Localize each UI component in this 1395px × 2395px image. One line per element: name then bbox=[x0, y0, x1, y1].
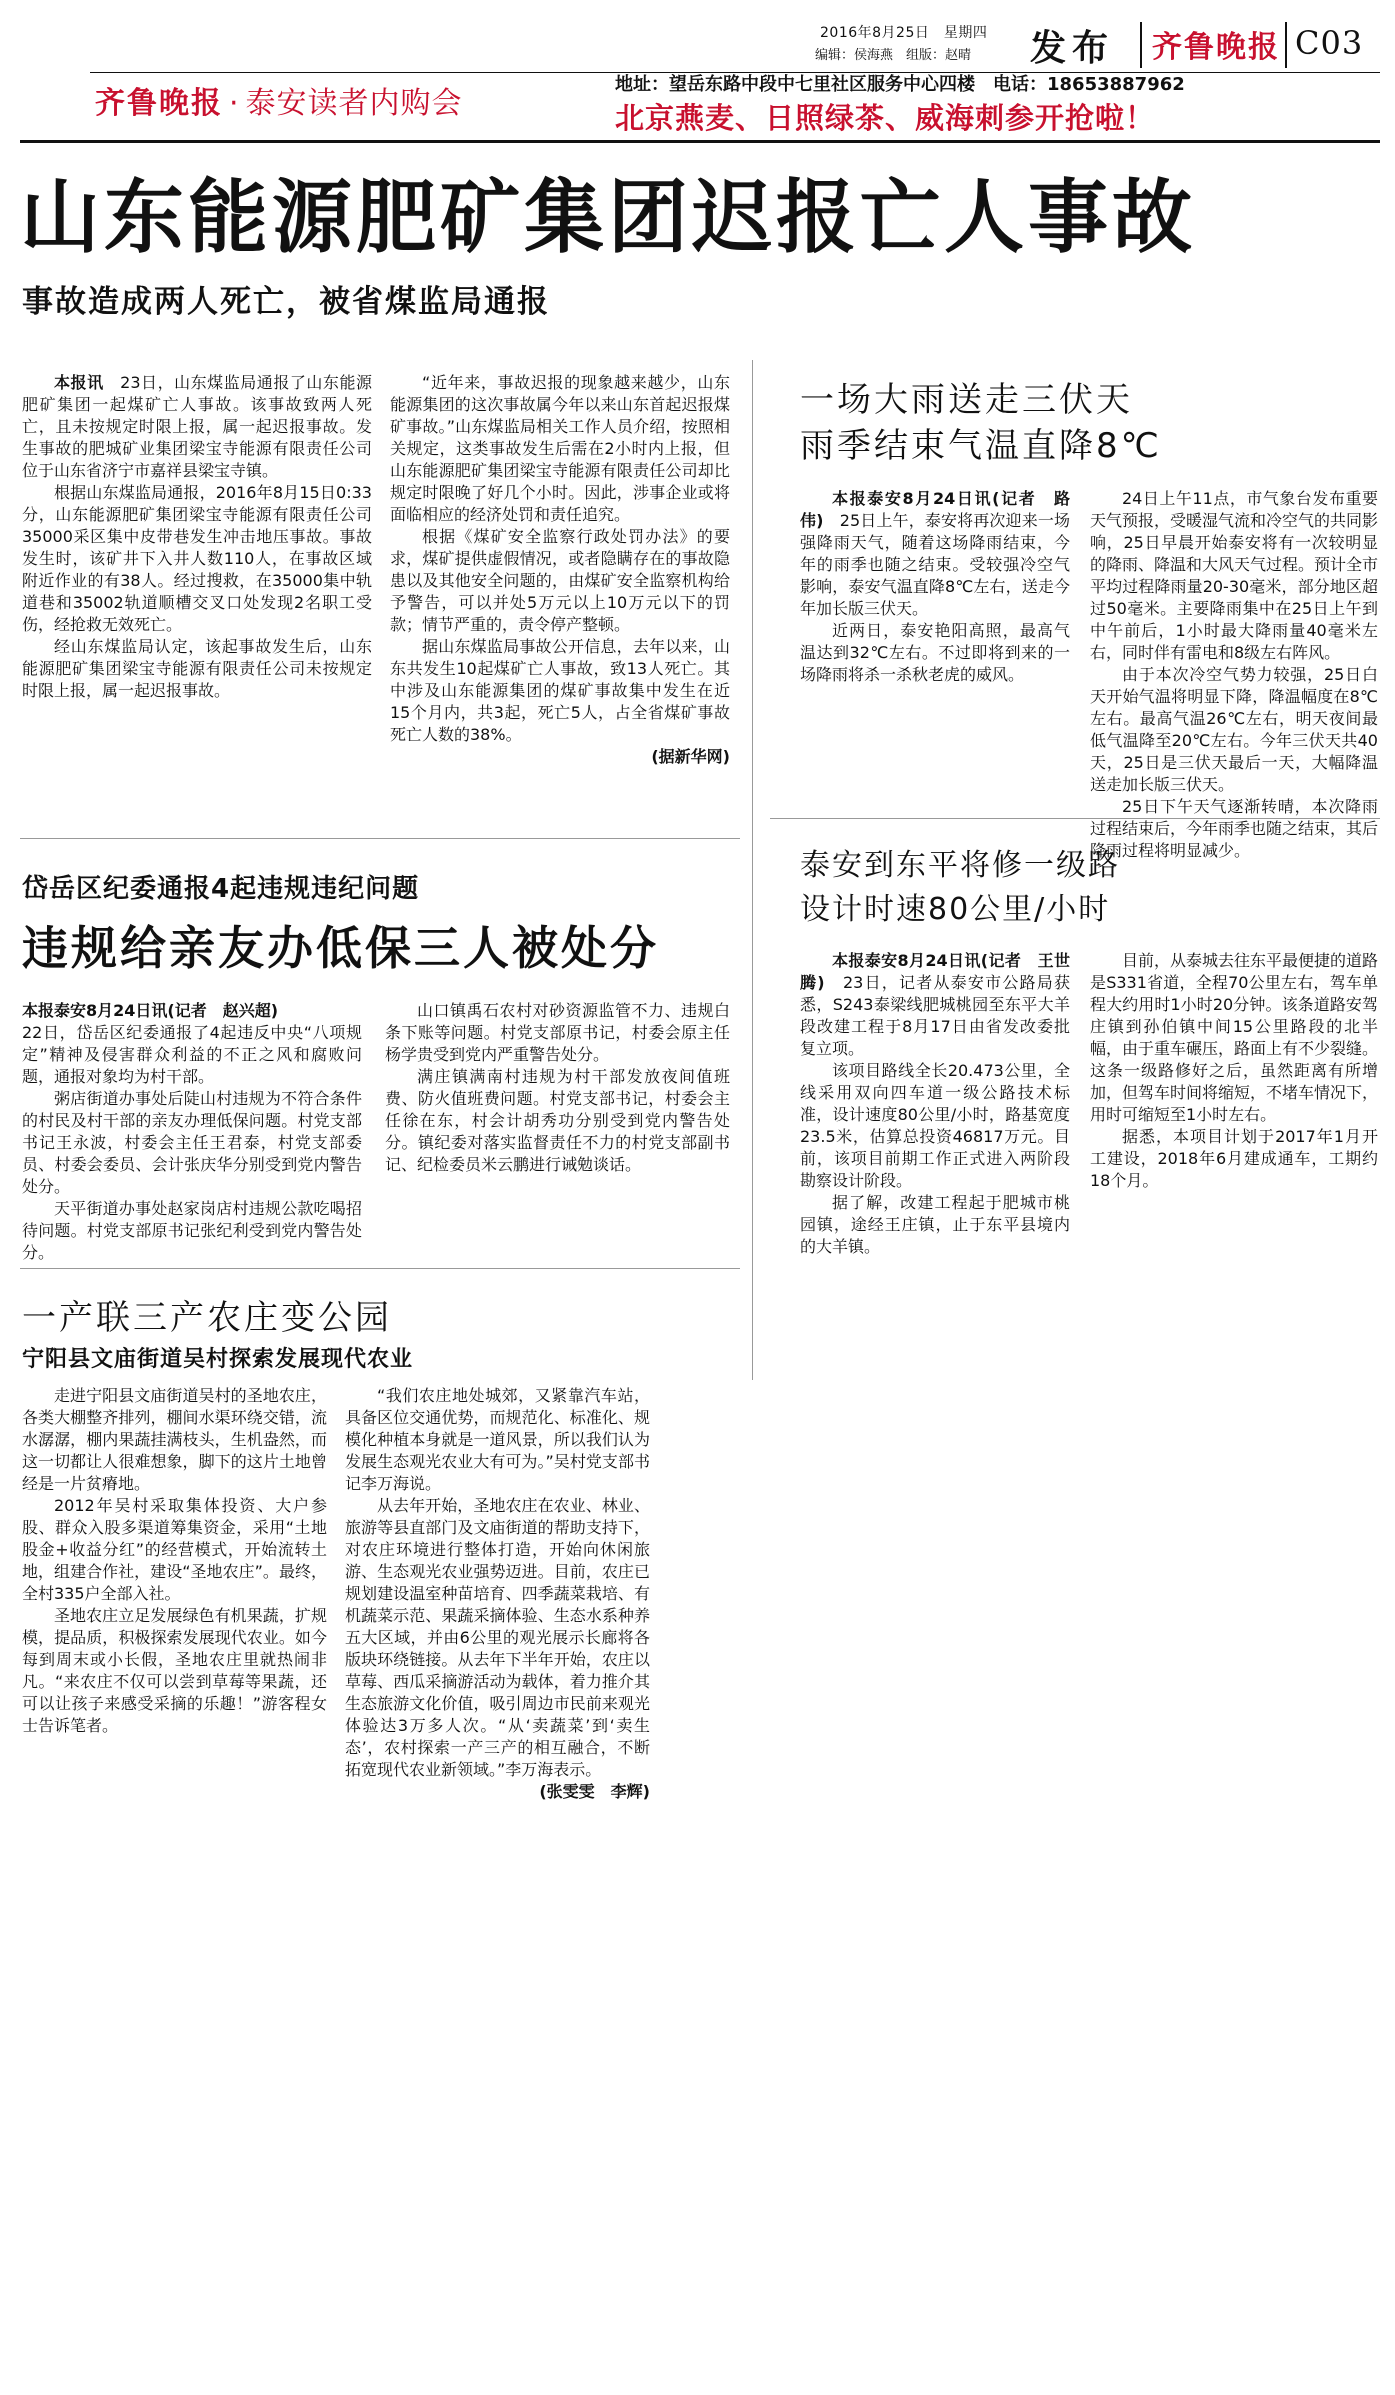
main-paragraph: 根据山东煤监局通报，2016年8月15日0:33分，山东能源肥矿集团梁宝寺能源有限责任公司35000采区集中皮带巷发生冲击地压事故。事故发生时，该矿井下入井人数110人，在事故区域附近作业的有38人。经过搜救，在35000集中轨道巷和35002轨道顺槽交叉口处发现2名职工受伤，经抢救无效死亡。 bbox=[22, 483, 372, 634]
rain-title-2: 雨季结束气温直降8℃ bbox=[800, 426, 1162, 466]
discipline-paragraph bbox=[22, 1000, 362, 1022]
farm-paragraph: “我们农庄地处城郊，又紧靠汽车站，具备区位交通优势，而规范化、标准化、规模化种植本身就是一道风景，所以我们认为发展生态观光农业大有可为。”吴村党支部书记李万海说。 bbox=[345, 1386, 650, 1493]
rain-paragraph: 25日下午天气逐渐转晴，本次降雨过程结束后，今年雨季也随之结束，其后降雨过程将明显减少。 bbox=[1090, 797, 1379, 860]
banner-title: 泰安读者内购会 bbox=[245, 86, 463, 121]
main-headline: 山东能源肥矿集团迟报亡人事故 bbox=[20, 171, 1196, 264]
farm-paragraph: 走进宁阳县文庙街道吴村的圣地农庄，各类大棚整齐排列，棚间水渠环绕交错，流水潺潺，棚内果蔬挂满枝头，生机盎然，而这一切都让人很难想象，脚下的这片土地曾经是一片贫瘠地。 bbox=[22, 1386, 327, 1493]
main-subhead: 事故造成两人死亡，被省煤监局通报 bbox=[22, 284, 550, 320]
discipline-paragraph: 22日，岱岳区纪委通报了4起违反中央“八项规定”精神及侵害群众利益的不正之风和腐败问题，通报对象均为村干部。 bbox=[22, 1023, 362, 1086]
page-number: C03 bbox=[1295, 24, 1364, 62]
road-paragraph: 目前，从泰城去往东平最便捷的道路是S331省道，全程70公里左右，驾车单程大约用时1小时20分钟。该条道路安驾庄镇到孙伯镇中间15公里路段的北半幅，由于重车碾压，路面上有不少裂缝。这条一级路修好之后，虽然距离有所增加，但驾车时间将缩短，不堵车情况下，用时可缩短至1小时左右。 bbox=[1090, 951, 1379, 1124]
rain-paragraph: 24日上午11点，市气象台发布重要天气预报，受暖湿气流和冷空气的共同影响，25日早晨开始泰安将有一次较明显的降雨、降温和大风天气过程。预计全市平均过程降雨量20-30毫米，部分地区超过50毫米。主要降雨集中在25日上午到中午前后，1小时最大降雨量40毫米左右，同时伴有雷电和8级左右阵风。 bbox=[1090, 489, 1379, 662]
main-credit: (据新华网) bbox=[651, 747, 730, 766]
masthead-divider bbox=[1285, 22, 1287, 68]
rain-title-1: 一场大雨送走三伏天 bbox=[800, 380, 1133, 420]
editor-credits: 编辑：侯海燕 组版：赵晴 bbox=[815, 48, 972, 63]
column-separator bbox=[752, 360, 753, 1380]
farm-paragraph: 2012年吴村采取集体投资、大户参股、群众入股多渠道筹集资金，采用“土地股金+收益分红”的经营模式，开始流转土地，组建合作社，建设“圣地农庄”。最终，全村335户全部入社。 bbox=[22, 1496, 327, 1603]
section-title: 发布 bbox=[1030, 28, 1115, 69]
banner-dot: · bbox=[229, 86, 240, 121]
road-paragraph: 据悉，本项目计划于2017年1月开工建设，2018年6月建成通车，工期约18个月。 bbox=[1090, 1127, 1378, 1190]
rain-story-col2 bbox=[1090, 488, 1378, 862]
main-paragraph: 据山东煤监局事故公开信息，去年以来，山东共发生10起煤矿亡人事故，致13人死亡。其中涉及山东能源集团的煤矿事故集中发生在近15个月内，共3起，死亡5人，占全省煤矿事故死亡人数的38%。 bbox=[390, 637, 730, 744]
banner-bottom-rule bbox=[20, 140, 1380, 143]
farm-paragraph: 从去年开始，圣地农庄在农业、林业、旅游等县直部门及文庙街道的帮助支持下，对农庄环境进行整体打造，开始向休闲旅游、生态观光农业强势迈进。目前，农庄已规划建设温室种苗培育、四季蔬菜栽培、有机蔬菜示范、果蔬采摘体验、生态水系种养五大区域，并由6公里的观光展示长廊将各版块环绕链接。从去年下半年开始，农庄以草莓、西瓜采摘游活动为载体，着力推介其生态旅游文化价值，吸引周边市民前来观光体验达3万多人次。“从‘卖蔬菜’到‘卖生态’，农村探索一产三产的相互融合，不断拓宽现代农业新领域。”李万海表示。 bbox=[345, 1496, 650, 1779]
banner-logo-block bbox=[95, 78, 463, 122]
rain-lead: 本报泰安8月24日讯(记者 路伟) bbox=[800, 489, 1070, 530]
main-story-col2 bbox=[390, 372, 730, 768]
farm-paragraph: 圣地农庄立足发展绿色有机果蔬，扩规模，提品质，积极探索发展现代农业。如今每到周末或小长假，圣地农庄里就热闹非凡。“来农庄不仅可以尝到草莓等果蔬，还可以让孩子来感受采摘的乐趣！”游客程女士告诉笔者。 bbox=[22, 1606, 327, 1735]
road-col2 bbox=[1090, 950, 1378, 1192]
banner-logo: 齐鲁晚报 bbox=[95, 86, 223, 121]
rain-paragraph: 近两日，泰安艳阳高照，最高气温达到32℃左右。不过即将到来的一场降雨将杀一杀秋老虎的威风。 bbox=[800, 621, 1070, 684]
farm-top-rule bbox=[20, 1268, 740, 1269]
main-story-col1 bbox=[22, 372, 372, 702]
main-paragraph: “近年来，事故迟报的现象越来越少，山东能源集团的这次事故属今年以来山东首起迟报煤矿事故。”山东煤监局相关工作人员介绍，按照相关规定，这类事故发生后需在2小时内上报，但山东能源肥矿集团梁宝寺能源有限责任公司却比规定时限晚了好几个小时。因此，涉事企业或将面临相应的经济处罚和责任追究。 bbox=[390, 373, 730, 524]
road-paragraph: 据了解，改建工程起于肥城市桃园镇，途经王庄镇，止于东平县境内的大羊镇。 bbox=[800, 1193, 1070, 1256]
road-top-rule bbox=[770, 818, 1380, 819]
discipline-col1 bbox=[22, 1000, 362, 1264]
road-lead: 本报泰安8月24日讯(记者 王世腾) bbox=[800, 951, 1070, 992]
newspaper-logo: 齐鲁晚报 bbox=[1152, 30, 1280, 65]
road-title-1: 泰安到东平将修一级路 bbox=[800, 848, 1120, 883]
main-paragraph: 本报讯 23日，山东煤监局通报了山东能源肥矿集团一起煤矿亡人事故。该事故致两人死亡，且未按规定时限上报，属一起迟报事故。发生事故的肥城矿业集团梁宝寺能源有限责任公司位于山东省济宁市嘉祥县梁宝寺镇。 bbox=[22, 373, 372, 480]
farm-subhead: 宁阳县文庙街道吴村探索发展现代农业 bbox=[22, 1347, 414, 1372]
banner-address: 地址：望岳东路中段中七里社区服务中心四楼 电话：18653887962 bbox=[615, 74, 1185, 95]
discipline-col2 bbox=[385, 1000, 730, 1176]
issue-date: 2016年8月25日 星期四 bbox=[820, 25, 988, 41]
main-paragraph: 根据《煤矿安全监察行政处罚办法》的要求，煤矿提供虚假情况，或者隐瞒存在的事故隐患以及其他安全问题的，由煤矿安全监察机构给予警告，可以并处5万元以上10万元以下的罚款；情节严重的，责令停产整顿。 bbox=[390, 527, 730, 634]
rain-paragraph: 本报泰安8月24日讯(记者 路伟) 25日上午，泰安将再次迎来一场强降雨天气，随着这场降雨结束，今年的雨季也随之结束。受较强冷空气影响，泰安气温直降8℃左右，送走今年加长版三伏天。 bbox=[800, 489, 1070, 618]
masthead-divider bbox=[1140, 22, 1142, 68]
banner-promo: 北京燕麦、日照绿茶、威海刺参开抢啦！ bbox=[615, 101, 1156, 135]
road-paragraph: 本报泰安8月24日讯(记者 王世腾) 23日，记者从泰安市公路局获悉，S243泰梁线肥城桃园至东平大羊段改建工程于8月17日由省发改委批复立项。 bbox=[800, 951, 1070, 1058]
farm-headline: 一产联三产农庄变公园 bbox=[22, 1298, 392, 1338]
discipline-paragraph: 天平街道办事处赵家岗店村违规公款吃喝招待问题。村党支部原书记张纪利受到党内警告处分。 bbox=[22, 1199, 362, 1262]
farm-credit: (张雯雯 李辉) bbox=[539, 1782, 650, 1801]
road-paragraph: 该项目路线全长20.473公里，全线采用双向四车道一级公路技术标准，设计速度80公里/小时，路基宽度23.5米，估算总投资46817万元。目前，该项目前期工作正式进入两阶段勘察设计阶段。 bbox=[800, 1061, 1070, 1190]
main-lead: 本报讯 bbox=[54, 373, 104, 392]
discipline-headline: 违规给亲友办低保三人被处分 bbox=[22, 921, 659, 975]
road-title-2: 设计时速80公里/小时 bbox=[800, 892, 1111, 927]
farm-col2 bbox=[345, 1385, 650, 1803]
rain-paragraph: 由于本次冷空气势力较强，25日白天开始气温将明显下降，降温幅度在8℃左右。最高气温26℃左右，明天夜间最低气温降至20℃左右。今年三伏天共40天，25日是三伏天最后一天，大幅降温送走加长版三伏天。 bbox=[1090, 665, 1378, 794]
rain-story-col1 bbox=[800, 488, 1070, 686]
farm-col1 bbox=[22, 1385, 327, 1737]
discipline-paragraph: 满庄镇满南村违规为村干部发放夜间值班费、防火值班费问题。村党支部书记，村委会主任徐在东，村会计胡秀功分别受到党内警告处分。镇纪委对落实监督责任不力的村党支部副书记、纪检委员米云鹏进行诫勉谈话。 bbox=[385, 1067, 730, 1174]
discipline-lead: 本报泰安8月24日讯(记者 赵兴超) bbox=[22, 1001, 279, 1020]
discipline-kicker: 岱岳区纪委通报4起违规违纪问题 bbox=[22, 874, 420, 904]
discipline-top-rule bbox=[20, 838, 740, 839]
road-col1 bbox=[800, 950, 1070, 1258]
discipline-paragraph: 山口镇禹石农村对砂资源监管不力、违规白条下账等问题。村党支部原书记，村委会原主任杨学贵受到党内严重警告处分。 bbox=[385, 1001, 730, 1064]
main-paragraph: 经山东煤监局认定，该起事故发生后，山东能源肥矿集团梁宝寺能源有限责任公司未按规定时限上报，属一起迟报事故。 bbox=[22, 637, 372, 700]
discipline-paragraph: 粥店街道办事处后陡山村违规为不符合条件的村民及村干部的亲友办理低保问题。村党支部书记王永波，村委会主任王君泰，村党支部委员、村委会委员、会计张庆华分别受到党内警告处分。 bbox=[22, 1089, 362, 1196]
